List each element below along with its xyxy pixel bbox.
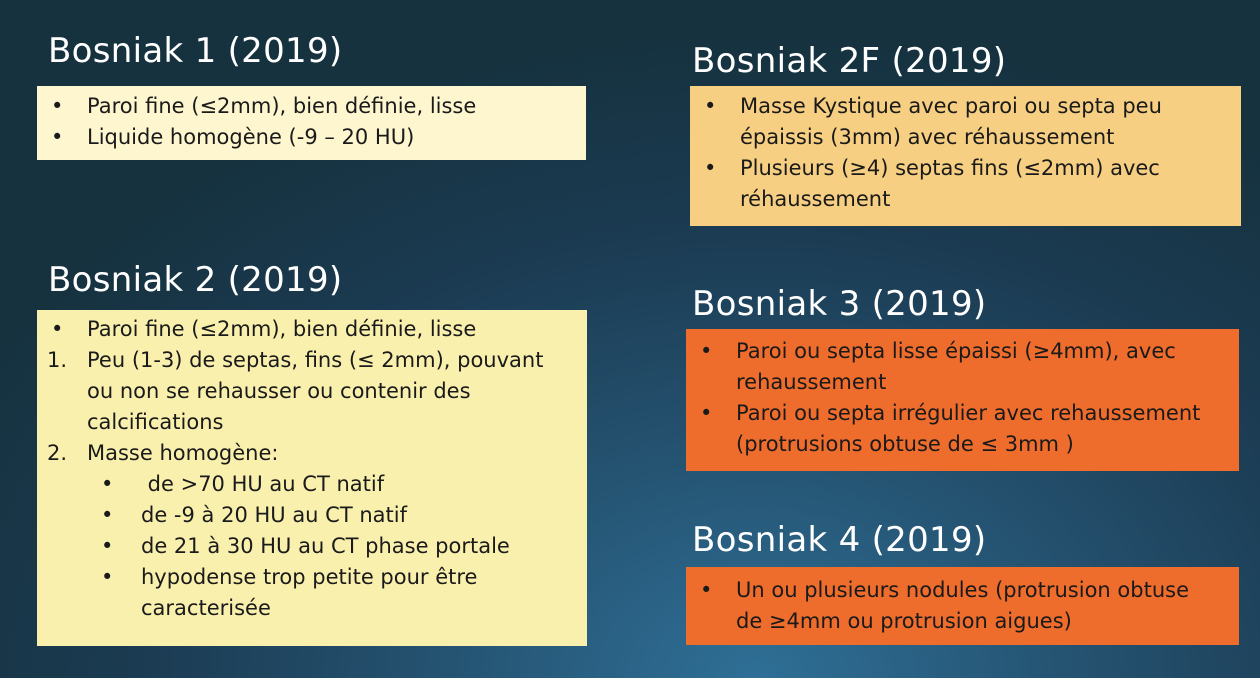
list-item (686, 575, 1239, 637)
item-line: ou non se rehausser ou contenir des (87, 379, 471, 403)
bullet: • (700, 339, 713, 363)
item-line: réhaussement (740, 187, 891, 211)
bullet: • (704, 156, 717, 180)
item-line: hypodense trop petite pour être (141, 565, 478, 589)
bullet: • (101, 472, 114, 496)
item-line: (protrusions obtuse de ≤ 3mm ) (736, 432, 1074, 456)
item-line: Masse homogène: (87, 441, 279, 465)
item-line: Plusieurs (≥4) septas fins (≤2mm) avec (740, 156, 1160, 180)
bosniak-2-bullet-list (37, 314, 587, 345)
bosniak-2-numbered-list (37, 345, 587, 469)
bosniak-1-box (37, 86, 586, 160)
item-line: Un ou plusieurs nodules (protrusion obtuse (736, 578, 1189, 602)
bosniak-3-box (686, 329, 1239, 471)
list-item (690, 91, 1241, 153)
list-item (37, 314, 587, 345)
bullet: • (51, 317, 64, 341)
item-line: Peu (1-3) de septas, fins (≤ 2mm), pouvant (87, 348, 544, 372)
bullet: • (101, 565, 114, 589)
item-line: de -9 à 20 HU au CT natif (141, 503, 407, 527)
item-line: de 21 à 30 HU au CT phase portale (141, 534, 510, 558)
bosniak-4-title: Bosniak 4 (2019) (692, 520, 987, 560)
bullet: • (51, 125, 64, 149)
bosniak-2-sub-list (37, 469, 587, 624)
bosniak-2-box (37, 310, 587, 646)
item-text: Paroi fine (≤2mm), bien définie, lisse (87, 94, 477, 118)
bosniak-2f-list (690, 91, 1241, 215)
bosniak-1-title: Bosniak 1 (2019) (48, 31, 343, 71)
item-line: calcifications (87, 410, 224, 434)
item-line: épaissis (3mm) avec réhaussement (740, 125, 1115, 149)
item-line: de >70 HU au CT natif (141, 472, 385, 496)
list-item (37, 122, 586, 153)
list-item (686, 336, 1239, 398)
item-line: Paroi ou septa lisse épaissi (≥4mm), avec (736, 339, 1176, 363)
bosniak-2-title: Bosniak 2 (2019) (48, 260, 343, 300)
bullet: • (101, 503, 114, 527)
bullet: • (704, 94, 717, 118)
item-text: Paroi fine (≤2mm), bien définie, lisse (87, 317, 477, 341)
bosniak-1-list (37, 91, 586, 153)
bosniak-2f-box (690, 86, 1241, 226)
item-line: Paroi ou septa irrégulier avec rehaussement (736, 401, 1201, 425)
bullet: • (700, 578, 713, 602)
bosniak-3-title: Bosniak 3 (2019) (692, 284, 987, 324)
list-item (690, 153, 1241, 215)
numbered-item-1 (37, 345, 587, 438)
sub-list-item (37, 531, 587, 562)
bosniak-3-list (686, 336, 1239, 460)
numbered-item-2 (37, 438, 587, 469)
sub-list-item (37, 562, 587, 624)
item-line: rehaussement (736, 370, 887, 394)
bullet: • (51, 94, 64, 118)
sub-list-item (37, 500, 587, 531)
bosniak-2f-title: Bosniak 2F (2019) (692, 41, 1007, 81)
item-line: Masse Kystique avec paroi ou septa peu (740, 94, 1162, 118)
number-marker: 1. (47, 348, 68, 372)
bosniak-4-box (686, 567, 1239, 645)
list-item (686, 398, 1239, 460)
bullet: • (700, 401, 713, 425)
sub-list-item (37, 469, 587, 500)
item-text: Liquide homogène (-9 – 20 HU) (87, 125, 415, 149)
item-line: de ≥4mm ou protrusion aigues) (736, 609, 1072, 633)
bullet: • (101, 534, 114, 558)
list-item (37, 91, 586, 122)
bosniak-4-list (686, 575, 1239, 637)
number-marker: 2. (47, 441, 68, 465)
item-line: caracterisée (141, 596, 271, 620)
